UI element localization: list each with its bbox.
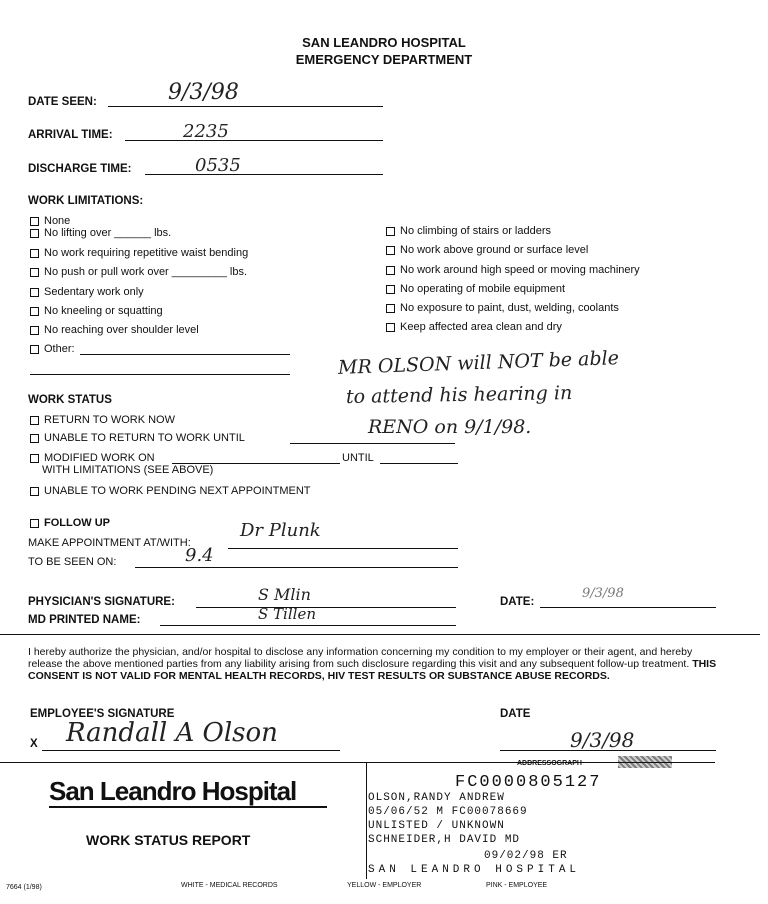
status-return-now[interactable]: RETURN TO WORK NOW (30, 414, 175, 426)
department-title: EMERGENCY DEPARTMENT (295, 52, 473, 67)
checkbox[interactable] (386, 285, 395, 294)
md-printed-name-line (160, 625, 456, 626)
limit-climbing[interactable]: No climbing of stairs or ladders (386, 225, 551, 237)
limit-lifting[interactable]: No lifting over ______ lbs. (30, 227, 171, 239)
date-seen-line (108, 106, 383, 107)
physician-date-label: DATE: (500, 596, 535, 608)
checkbox[interactable] (30, 519, 39, 528)
addressograph-insurance: UNLISTED / UNKNOWN (368, 820, 505, 832)
limit-above-ground[interactable]: No work above ground or surface level (386, 244, 588, 256)
follow-up-title[interactable]: FOLLOW UP (30, 517, 110, 529)
checkbox[interactable] (30, 326, 39, 335)
employee-date-value: 9/3/98 (570, 728, 635, 752)
md-printed-name-value: S Tillen (258, 605, 316, 623)
checkbox[interactable] (30, 217, 39, 226)
modified-until-line (380, 463, 458, 464)
seen-on-value: 9.4 (185, 545, 214, 566)
checkbox[interactable] (30, 249, 39, 258)
status-unable-until[interactable]: UNABLE TO RETURN TO WORK UNTIL (30, 432, 245, 444)
make-appointment-line (228, 548, 458, 549)
make-appointment-value: Dr Plunk (240, 520, 321, 541)
addressograph-hospital: SAN LEANDRO HOSPITAL (368, 864, 581, 876)
discharge-time-value: 0535 (195, 155, 241, 176)
date-seen-value: 9/3/98 (168, 80, 239, 105)
arrival-time-label: ARRIVAL TIME: (28, 129, 113, 141)
limit-clean-dry[interactable]: Keep affected area clean and dry (386, 321, 562, 333)
limit-machinery[interactable]: No work around high speed or moving machinery (386, 264, 640, 276)
make-appointment-label: MAKE APPOINTMENT AT/WITH: (28, 537, 191, 549)
consent-text (28, 646, 728, 682)
checkbox[interactable] (386, 227, 395, 236)
arrival-time-value: 2235 (183, 121, 229, 142)
modified-limitations-text: WITH LIMITATIONS (SEE ABOVE) (42, 464, 214, 476)
work-status-title: WORK STATUS (28, 394, 112, 406)
addressograph-doctor: SCHNEIDER,H DAVID MD (368, 834, 521, 846)
hospital-logo-text: San Leandro Hospital (49, 776, 297, 806)
arrival-time-line (125, 140, 383, 141)
addressograph-patient: OLSON,RANDY ANDREW (368, 792, 505, 804)
section-divider (0, 634, 760, 635)
copy-yellow: YELLOW - EMPLOYER (347, 882, 422, 889)
employee-signature-value: Randall A Olson (66, 718, 278, 748)
logo-underline (49, 806, 327, 808)
physician-date-line (540, 607, 716, 608)
form-number: 7664 (1/98) (6, 884, 42, 891)
md-printed-name-label: MD PRINTED NAME: (28, 614, 141, 626)
limit-sedentary[interactable]: Sedentary work only (30, 286, 144, 298)
checkbox[interactable] (386, 246, 395, 255)
addressograph-account: FC0000805127 (455, 773, 602, 792)
copy-pink: PINK - EMPLOYEE (486, 882, 548, 889)
addressograph-dob: 05/06/52 M FC00078669 (368, 806, 528, 818)
physician-signature-label: PHYSICIAN'S SIGNATURE: (28, 596, 175, 608)
other-line-2 (30, 374, 290, 375)
checkbox[interactable] (30, 229, 39, 238)
handwritten-note-3: RENO on 9/1/98. (368, 416, 532, 438)
checkbox[interactable] (30, 288, 39, 297)
footer-box-line (0, 762, 368, 763)
checkbox[interactable] (30, 416, 39, 425)
addressograph-label: ADDRESSOGRAPH (517, 760, 582, 767)
discharge-time-label: DISCHARGE TIME: (28, 163, 132, 175)
checkbox[interactable] (30, 454, 39, 463)
checkbox[interactable] (30, 434, 39, 443)
date-seen-label: DATE SEEN: (28, 96, 97, 108)
checkbox[interactable] (386, 304, 395, 313)
consent-bold: THIS CONSENT IS NOT VALID FOR MENTAL HEALTH RECORDS, HIV TEST RESULTS OR SUBSTANCE ABUSE RECORDS. (28, 658, 717, 682)
limit-other[interactable]: Other: (30, 343, 75, 355)
employee-signature-label: EMPLOYEE'S SIGNATURE (30, 708, 175, 720)
status-pending-appointment[interactable]: UNABLE TO WORK PENDING NEXT APPOINTMENT (30, 485, 311, 497)
limit-kneeling[interactable]: No kneeling or squatting (30, 305, 163, 317)
checkbox[interactable] (30, 345, 39, 354)
consent-body: I hereby authorize the physician, and/or hospital to disclose any information concerning my condition to my employer or their agent, and hereby release the above mentioned parties from any liability arising from such disclosure regarding this visit and any subsequent follow-up treatment. (28, 646, 693, 670)
discharge-time-line (145, 174, 383, 175)
physician-date-value: 9/3/98 (582, 586, 624, 601)
checkbox[interactable] (386, 266, 395, 275)
report-title: WORK STATUS REPORT (86, 832, 251, 848)
other-line-1 (80, 354, 290, 355)
limit-mobile-equipment[interactable]: No operating of mobile equipment (386, 283, 565, 295)
handwritten-note-2: to attend his hearing in (345, 382, 573, 408)
modified-until-label: UNTIL (342, 452, 374, 464)
hospital-title: SAN LEANDRO HOSPITAL (302, 35, 466, 50)
status-modified-work[interactable]: MODIFIED WORK ON (30, 452, 155, 464)
checkbox[interactable] (386, 323, 395, 332)
work-limitations-title: WORK LIMITATIONS: (28, 195, 144, 207)
handwritten-note-1: MR OLSON will NOT be able (337, 347, 620, 379)
checkbox[interactable] (30, 487, 39, 496)
limit-exposure[interactable]: No exposure to paint, dust, welding, coolants (386, 302, 619, 314)
employee-date-label: DATE (500, 708, 531, 720)
checkbox[interactable] (30, 268, 39, 277)
physician-signature-line (196, 607, 456, 608)
employee-signature-line (42, 750, 340, 751)
limit-none[interactable]: None (30, 215, 70, 227)
physician-signature-value: S Mlin (258, 585, 311, 604)
seen-on-line (135, 567, 458, 568)
limit-reaching[interactable]: No reaching over shoulder level (30, 324, 199, 336)
copy-white: WHITE - MEDICAL RECORDS (181, 882, 278, 889)
unable-until-line (290, 443, 455, 444)
limit-push-pull[interactable]: No push or pull work over _________ lbs. (30, 266, 247, 278)
checkbox[interactable] (30, 307, 39, 316)
limit-waist-bending[interactable]: No work requiring repetitive waist bending (30, 247, 248, 259)
employee-x-mark: X (30, 738, 38, 750)
seen-on-label: TO BE SEEN ON: (28, 556, 117, 568)
addressograph-visit: 09/02/98 ER (484, 850, 568, 862)
